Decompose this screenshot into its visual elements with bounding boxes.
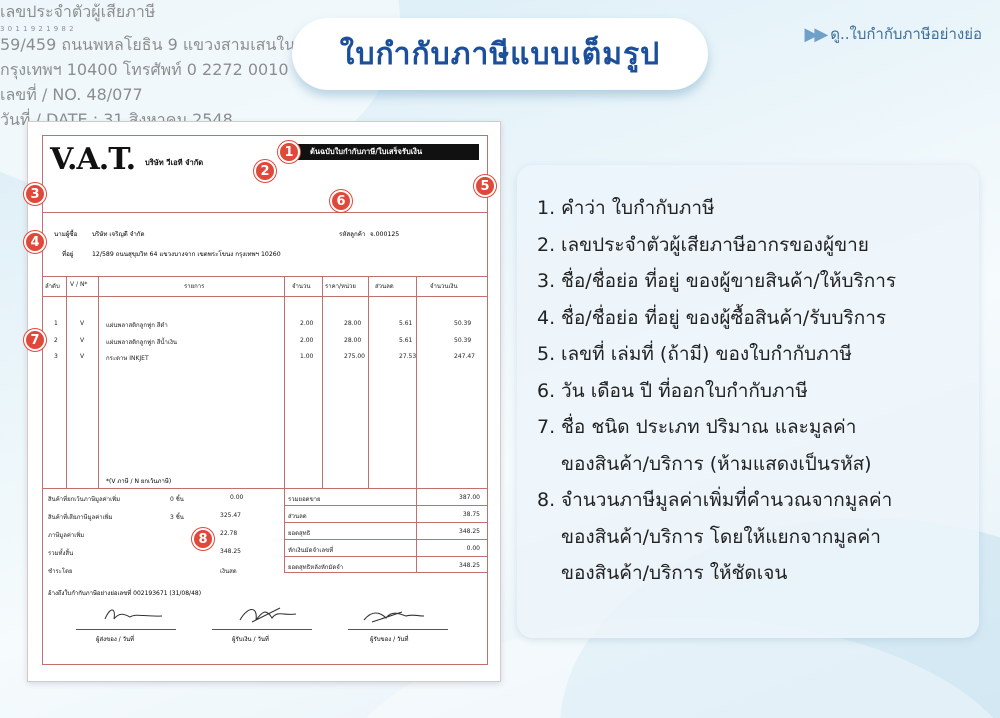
buyer-address: 12/589 ถนนสุขุมวิท 64 แขวงบางจาก เขตพระโขนง กรุงเทพฯ 10260: [92, 251, 281, 258]
vn-note: *(V ภาษี / N ยกเว้นภาษี): [106, 478, 172, 485]
customer-code: จ.000125: [370, 231, 400, 238]
view-short-tax-invoice-link[interactable]: [805, 22, 982, 46]
left-summary-row: ภาษีมูลค่าเพิ่ม 22.78: [48, 530, 238, 539]
signature-scribble-3: [358, 604, 428, 628]
col-header: จำนวนเงิน: [430, 283, 458, 290]
col-header: รายการ: [184, 283, 205, 290]
invoice-frame: [42, 135, 488, 665]
col-header: ลำดับ: [45, 283, 60, 290]
signature-scribble-1: [100, 605, 170, 627]
left-summary-row: รวมทั้งสิ้น 348.25: [48, 548, 241, 557]
table-row: 1 V แผ่นพลาสติกลูกฟูก สีดำ 2.00 28.00 5.61 50.39: [54, 320, 472, 329]
original-invoice-label: ต้นฉบับใบกำกับภาษี/ใบเสร็จรับเงิน: [296, 144, 479, 160]
signature-label-cashier: ผู้รับเงิน / วันที่: [232, 636, 269, 643]
col-header: ราคา/หน่วย: [325, 283, 356, 290]
list-item: 4. ชื่อ/ชื่อย่อ ที่อยู่ ของผู้ซื้อสินค้า/รับบริการ: [537, 306, 887, 329]
callout-badge-6: 6: [330, 190, 352, 212]
list-item: 3. ชื่อ/ชื่อย่อ ที่อยู่ ของผู้ขายสินค้า/ให้บริการ: [537, 270, 897, 292]
signature-scribble-2: [232, 602, 302, 628]
customer-code-label: รหัสลูกค้า: [339, 231, 366, 238]
left-summary-row: ชำระโดย เงินสด: [48, 568, 237, 575]
callout-badge-7: 7: [24, 329, 46, 351]
callout-badge-8: 8: [192, 528, 214, 550]
right-summary-row: ส่วนลด 38.75: [288, 511, 480, 520]
list-item: 1. คำว่า ใบกำกับภาษี: [537, 197, 715, 219]
required-items-list: [537, 190, 896, 592]
callout-badge-2: 2: [254, 160, 276, 182]
signature-label-receiver: ผู้รับของ / วันที่: [370, 636, 409, 643]
list-item: 7. ชื่อ ชนิด ประเภท ปริมาณ และมูลค่า ของสินค้า/บริการ (ห้ามแสดงเป็นรหัส): [537, 416, 872, 475]
double-arrow-icon: ▶▶: [804, 23, 825, 45]
right-summary-row: ยอดสุทธิ 348.25: [288, 528, 480, 537]
left-summary-row: สินค้าที่ยกเว้นภาษีมูลค่าเพิ่ม 0 ชิ้น 0.00: [48, 494, 244, 503]
buyer-name: บริษัท เจริญดี จำกัด: [92, 231, 145, 238]
reference-line: อ้างถึงใบกำกับภาษีอย่างย่อเลขที่ 002193671 (31/08/48): [48, 590, 202, 597]
list-item: 2. เลขประจำตัวผู้เสียภาษีอากรของผู้ขาย: [537, 233, 869, 256]
col-header: ส่วนลด: [375, 283, 394, 290]
seller-company-name: บริษัท วีเอที จำกัด: [145, 158, 204, 167]
page-title: ใบกำกับภาษีแบบเต็มรูป: [292, 18, 708, 90]
buyer-name-label: นามผู้ซื้อ: [54, 231, 78, 238]
callout-badge-3: 3: [24, 183, 46, 205]
buyer-address-label: ที่อยู่: [62, 251, 74, 258]
col-header: V / N*: [70, 281, 88, 288]
callout-badge-1: 1: [278, 141, 300, 163]
back-link-label: ดู..ใบกำกับภาษีอย่างย่อ: [830, 25, 982, 43]
left-summary-row: สินค้าที่เสียภาษีมูลค่าเพิ่ม 3 ชิ้น 325.47: [48, 512, 241, 521]
callout-badge-5: 5: [474, 175, 496, 197]
col-header: จำนวน: [292, 283, 311, 290]
signature-label-sender: ผู้ส่งของ / วันที่: [96, 636, 135, 643]
right-summary-row: ยอดสุทธิหลังหักมัดจำ 348.25: [288, 562, 480, 571]
list-item: 8. จำนวนภาษีมูลค่าเพิ่มที่คำนวณจากมูลค่า ของสินค้า/บริการ โดยให้แยกจากมูลค่า ของสินค้า/บริการ ให้ชัดเจน: [537, 489, 893, 584]
table-row: 2 V แผ่นพลาสติกลูกฟูก สีน้ำเงิน 2.00 28.00 5.61 50.39: [54, 337, 472, 346]
right-summary-row: รวมยอดขาย 387.00: [288, 494, 480, 503]
callout-badge-4: 4: [24, 231, 46, 253]
right-summary-row: หักเงินมัดจำเลขที่ 0.00: [288, 545, 480, 554]
list-item: 5. เลขที่ เล่มที่ (ถ้ามี) ของใบกำกับภาษี: [537, 343, 852, 365]
list-item: 6. วัน เดือน ปี ที่ออกใบกำกับภาษี: [537, 379, 808, 402]
vat-logo: V.A.T.: [50, 142, 136, 177]
table-row: 3 V กระดาษ INKJET 1.00 275.00 27.53 247.47: [54, 353, 475, 362]
